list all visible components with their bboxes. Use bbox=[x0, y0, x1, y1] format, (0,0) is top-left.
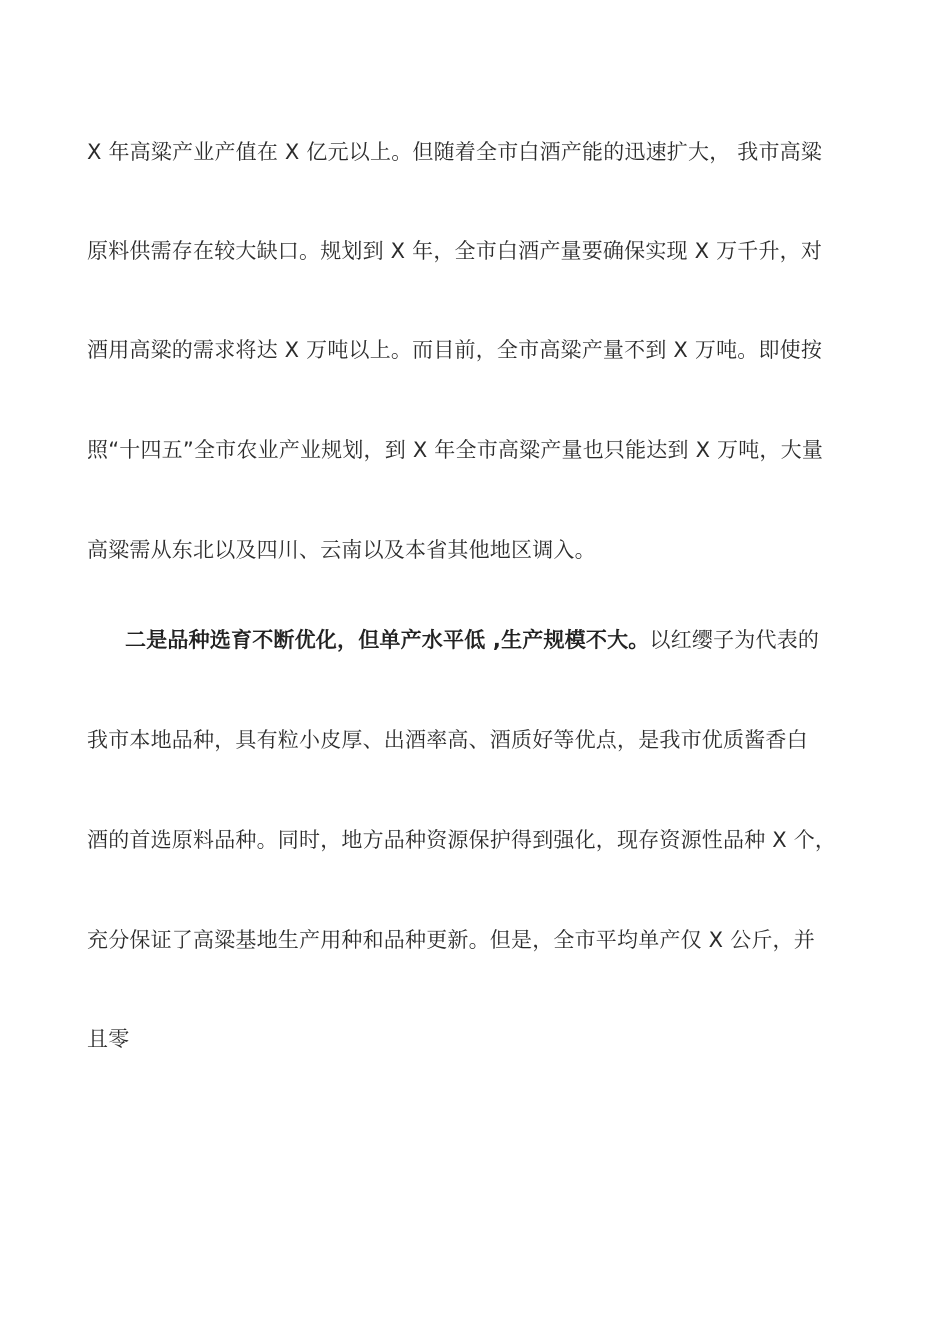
paragraph-line: 且零 bbox=[87, 1027, 130, 1051]
paragraph-line: 充分保证了高粱基地生产用种和品种更新。但是，全市平均单产仅 X 公斤，并 bbox=[87, 928, 815, 952]
paragraph-line: 原料供需存在较大缺口。规划到 X 年，全市白酒产量要确保实现 X 万千升，对 bbox=[87, 239, 823, 263]
section-heading-line bbox=[125, 625, 819, 655]
paragraph-line: 酒用高粱的需求将达 X 万吨以上。而目前，全市高粱产量不到 X 万吨。即使按 bbox=[87, 338, 823, 362]
paragraph-line: 我市本地品种，具有粒小皮厚、出酒率高、酒质好等优点，是我市优质酱香白 bbox=[87, 728, 808, 752]
paragraph-line: 酒的首选原料品种。同时，地方品种资源保护得到强化，现存资源性品种 X 个， bbox=[87, 828, 837, 852]
paragraph-line: X 年高粱产业产值在 X 亿元以上。但随着全市白酒产能的迅速扩大， 我市高粱 bbox=[87, 140, 823, 164]
section-heading: 二是品种选育不断优化，但单产水平低 ,生产规模不大。 bbox=[125, 628, 650, 652]
paragraph-line: 照“十四五”全市农业产业规划，到 X 年全市高粱产量也只能达到 X 万吨，大量 bbox=[87, 438, 824, 462]
section-heading-continuation: 以红缨子为代表的 bbox=[649, 628, 820, 652]
paragraph-line: 高粱需从东北以及四川、云南以及本省其他地区调入。 bbox=[87, 538, 596, 562]
